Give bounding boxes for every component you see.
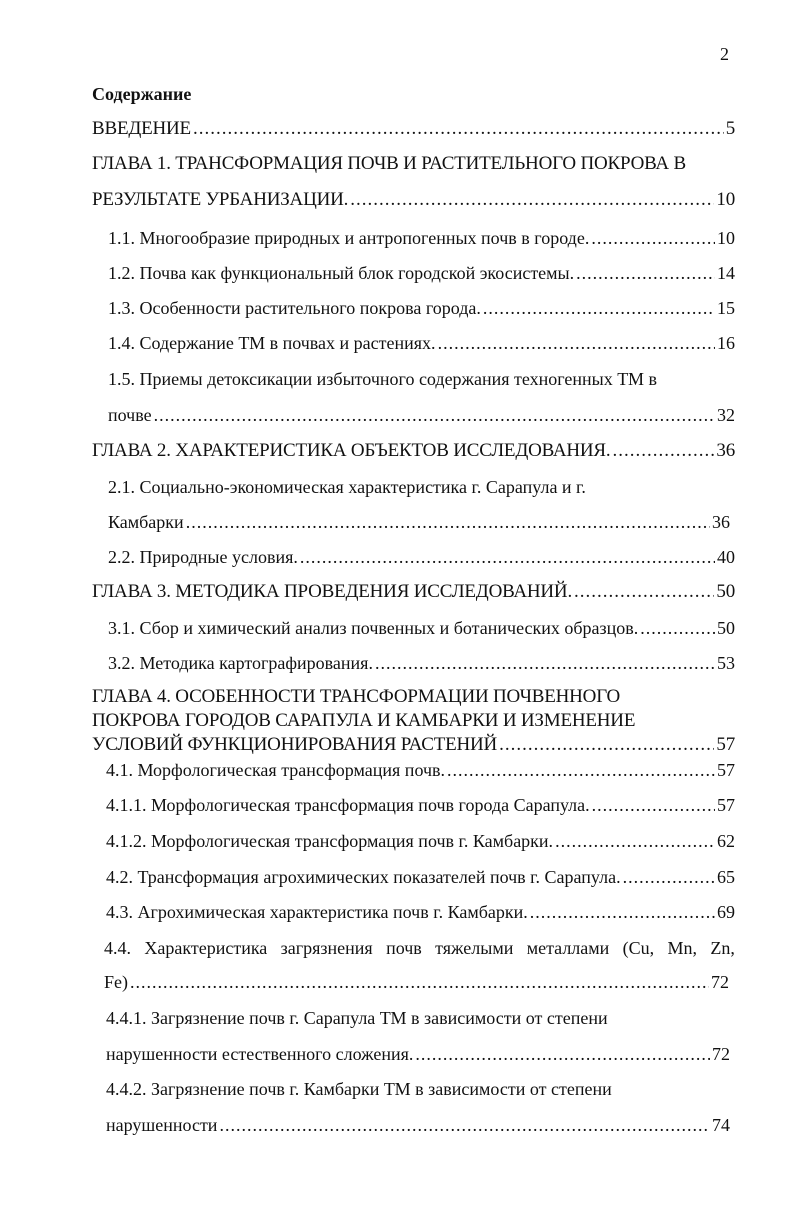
toc-entry-4-1 [106, 759, 735, 781]
toc-page-number: 5 [725, 118, 735, 139]
toc-page-number: 72 [712, 1044, 730, 1064]
toc-chapter-4-line1: ГЛАВА 4. ОСОБЕННОСТИ ТРАНСФОРМАЦИИ ПОЧВЕННОГО [92, 686, 621, 707]
toc-entry-text: 4.3. Агрохимическая характеристика почв г. Камбарки. [106, 902, 528, 922]
toc-entry-4-4-2-line2 [106, 1114, 730, 1136]
toc-entry-4-4-line2 [104, 971, 729, 993]
toc-entry-intro [92, 118, 735, 140]
toc-chapter-3 [92, 581, 735, 603]
toc-page-number: 57 [716, 734, 735, 755]
toc-entry-1-1 [108, 227, 735, 249]
toc-chapter-4-line3 [92, 734, 735, 756]
toc-page-number: 32 [717, 405, 735, 425]
toc-entry-text: 4.1. Морфологическая трансформация почв. [106, 760, 446, 780]
dot-leader [219, 1114, 710, 1136]
dot-leader [555, 830, 715, 852]
toc-entry-text: ГЛАВА 3. МЕТОДИКА ПРОВЕДЕНИЯ ИССЛЕДОВАНИЙ. [92, 581, 572, 602]
dot-leader [447, 759, 715, 781]
toc-page-number: 40 [717, 547, 735, 567]
toc-entry-text: 4.1.2. Морфологическая трансформация почв г. Камбарки. [106, 831, 554, 851]
toc-entry-4-4-1-line1: 4.4.1. Загрязнение почв г. Сарапула ТМ в зависимости от степени [106, 1008, 608, 1028]
toc-word: Mn, [667, 938, 698, 958]
toc-page-number: 69 [717, 902, 735, 922]
toc-entry-text: нарушенности [106, 1115, 218, 1135]
toc-entry-1-2 [108, 262, 735, 284]
dot-leader [438, 332, 715, 354]
toc-page-number: 72 [711, 972, 729, 992]
toc-heading: Содержание [92, 84, 192, 104]
toc-page-number: 62 [717, 831, 735, 851]
toc-chapter-2 [92, 440, 735, 462]
toc-word: почв [386, 938, 422, 958]
toc-entry-4-4-line1 [104, 937, 735, 959]
toc-entry-4-4-1-line2 [106, 1043, 730, 1065]
toc-entry-1-5-line2 [108, 404, 735, 426]
toc-entry-3-2 [108, 652, 735, 674]
toc-page-number: 10 [717, 228, 735, 248]
toc-page-number: 16 [717, 333, 735, 353]
toc-entry-text: 1.4. Содержание ТМ в почвах и растениях. [108, 333, 436, 353]
toc-entry-text: УСЛОВИЙ ФУНКЦИОНИРОВАНИЯ РАСТЕНИЙ [92, 734, 498, 755]
toc-entry-text: РЕЗУЛЬТАТЕ УРБАНИЗАЦИИ. [92, 189, 349, 210]
dot-leader [612, 440, 714, 462]
toc-entry-text: 2.2. Природные условия. [108, 547, 298, 567]
toc-chapter-4-line2: ПОКРОВА ГОРОДОВ САРАПУЛА И КАМБАРКИ И ИЗМЕНЕНИЕ [92, 710, 636, 731]
toc-word: загрязнения [280, 938, 373, 958]
toc-entry-4-1-1 [106, 794, 735, 816]
toc-entry-1-4 [108, 332, 735, 354]
page-number: 2 [720, 44, 729, 64]
toc-page-number: 57 [717, 760, 735, 780]
toc-word: тяжелыми [435, 938, 514, 958]
toc-entry-2-1-line2 [108, 511, 730, 533]
dot-leader [574, 581, 714, 603]
toc-word: Характеристика [144, 938, 268, 958]
toc-entry-text: Камбарки [108, 512, 184, 532]
dot-leader [483, 297, 715, 319]
dot-leader [591, 227, 715, 249]
toc-entry-text: 3.2. Методика картографирования. [108, 653, 373, 673]
toc-page-number: 36 [716, 440, 735, 461]
toc-word: (Cu, [622, 938, 655, 958]
toc-entry-text: ГЛАВА 2. ХАРАКТЕРИСТИКА ОБЪЕКТОВ ИССЛЕДОВАНИЯ. [92, 440, 611, 461]
dot-leader [576, 262, 715, 284]
toc-entry-3-1 [108, 617, 735, 639]
toc-chapter-1-line1: ГЛАВА 1. ТРАНСФОРМАЦИЯ ПОЧВ И РАСТИТЕЛЬНОГО ПОКРОВА В [92, 153, 686, 174]
toc-entry-2-2 [108, 546, 735, 568]
toc-entry-text: 1.1. Многообразие природных и антропогенных почв в городе. [108, 228, 590, 248]
toc-entry-4-3 [106, 901, 735, 923]
toc-entry-text: Fe) [104, 972, 128, 992]
toc-entry-4-2 [106, 866, 735, 888]
toc-entry-text: 4.2. Трансформация агрохимических показателей почв г. Сарапула. [106, 867, 621, 887]
dot-leader [623, 866, 715, 888]
toc-page-number: 65 [717, 867, 735, 887]
dot-leader [499, 734, 714, 756]
dot-leader [130, 971, 709, 993]
toc-entry-text: нарушенности естественного сложения. [106, 1044, 414, 1064]
toc-entry-text: 1.3. Особенности растительного покрова города. [108, 298, 481, 318]
dot-leader [640, 617, 715, 639]
toc-page-number: 36 [712, 512, 730, 532]
toc-page-number: 10 [716, 189, 735, 210]
toc-page-number: 15 [717, 298, 735, 318]
dot-leader [350, 189, 714, 211]
toc-word: 4.4. [104, 938, 131, 958]
dot-leader [530, 901, 715, 923]
toc-entry-4-1-2 [106, 830, 735, 852]
dot-leader [193, 118, 724, 140]
dot-leader [592, 794, 715, 816]
toc-page-number: 50 [717, 618, 735, 638]
dot-leader [375, 652, 715, 674]
toc-page-number: 53 [717, 653, 735, 673]
toc-page-number: 14 [717, 263, 735, 283]
dot-leader [154, 404, 715, 426]
toc-entry-1-3 [108, 297, 735, 319]
toc-page-number: 57 [717, 795, 735, 815]
toc-page-number: 50 [716, 581, 735, 602]
toc-entry-text: 1.2. Почва как функциональный блок городской экосистемы. [108, 263, 575, 283]
toc-word: металлами [526, 938, 610, 958]
dot-leader [415, 1043, 710, 1065]
dot-leader [300, 546, 715, 568]
toc-entry-text: 3.1. Сбор и химический анализ почвенных и ботанических образцов. [108, 618, 639, 638]
toc-word: Zn, [710, 938, 735, 958]
toc-chapter-1-line2 [92, 189, 735, 211]
toc-entry-text: почве [108, 405, 152, 425]
dot-leader [186, 511, 710, 533]
toc-entry-text: ВВЕДЕНИЕ [92, 118, 191, 139]
toc-page-number: 74 [712, 1115, 730, 1135]
toc-entry-text: 4.1.1. Морфологическая трансформация почв города Сарапула. [106, 795, 590, 815]
toc-entry-1-5-line1: 1.5. Приемы детоксикации избыточного содержания техногенных ТМ в [108, 369, 658, 389]
toc-entry-4-4-2-line1: 4.4.2. Загрязнение почв г. Камбарки ТМ в зависимости от степени [106, 1079, 612, 1099]
toc-entry-2-1-line1: 2.1. Социально-экономическая характеристика г. Сарапула и г. [108, 477, 586, 497]
